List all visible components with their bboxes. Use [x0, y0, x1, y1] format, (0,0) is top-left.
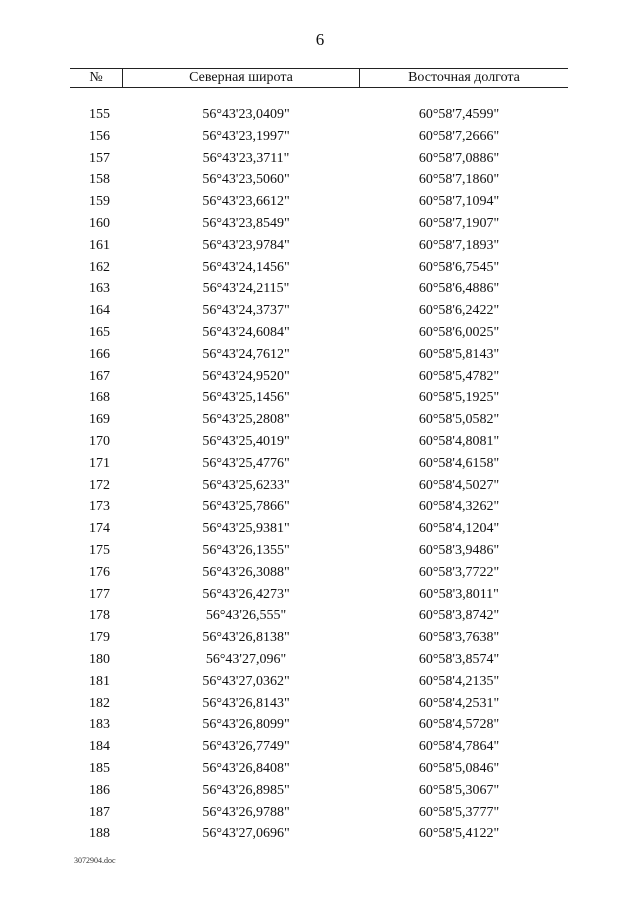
point-number: 161	[89, 237, 110, 253]
latitude-value: 56°43'24,7612"	[202, 346, 290, 362]
longitude-value: 60°58'6,0025"	[418, 324, 500, 340]
table-row	[70, 496, 568, 518]
longitude-value: 60°58'4,5728"	[418, 717, 500, 733]
point-number: 155	[89, 107, 110, 122]
longitude-value: 60°58'7,4599"	[418, 107, 500, 122]
latitude-value: 56°43'23,3711"	[202, 150, 290, 166]
longitude-value: 60°58'7,1907"	[418, 215, 500, 231]
point-number: 162	[89, 259, 110, 275]
latitude-value: 56°43'23,5060"	[202, 172, 290, 188]
latitude-value: 56°43'25,6233"	[202, 477, 290, 493]
table-row	[70, 802, 568, 824]
point-number: 157	[89, 150, 110, 166]
table-row	[70, 344, 568, 366]
point-number: 179	[89, 630, 110, 646]
point-number: 171	[89, 455, 110, 471]
table-row	[70, 148, 568, 170]
latitude-value: 56°43'25,4019"	[202, 433, 290, 449]
table-row	[70, 300, 568, 322]
longitude-value: 60°58'7,1893"	[418, 237, 500, 253]
longitude-value: 60°58'4,3262"	[418, 499, 500, 515]
latitude-value: 56°43'25,9381"	[202, 521, 290, 537]
point-number: 169	[89, 412, 110, 428]
table-row	[70, 693, 568, 715]
latitude-value: 56°43'26,555"	[205, 608, 287, 624]
longitude-value: 60°58'5,0846"	[418, 760, 500, 776]
latitude-value: 56°43'23,1997"	[202, 128, 290, 144]
table-row	[70, 387, 568, 409]
table-row	[70, 191, 568, 213]
point-number: 176	[89, 564, 110, 580]
header-bottom-rule	[70, 87, 568, 88]
latitude-value: 56°43'25,2808"	[202, 412, 290, 428]
file-name: 3072904.doc	[74, 856, 116, 865]
latitude-value: 56°43'26,1355"	[202, 542, 290, 558]
longitude-value: 60°58'4,2135"	[418, 673, 500, 689]
point-number: 181	[89, 673, 110, 689]
point-number: 188	[89, 826, 110, 842]
point-number: 183	[89, 717, 110, 733]
longitude-value: 60°58'4,1204"	[418, 521, 500, 537]
latitude-value: 56°43'25,1456"	[202, 390, 290, 406]
point-number: 172	[89, 477, 110, 493]
latitude-value: 56°43'24,2115"	[202, 281, 290, 297]
longitude-value: 60°58'3,8742"	[418, 608, 500, 624]
point-number: 166	[89, 346, 110, 362]
latitude-value: 56°43'24,6084"	[202, 324, 290, 340]
longitude-value: 60°58'5,0582"	[418, 412, 500, 428]
point-number: 163	[89, 281, 110, 297]
table-row	[70, 278, 568, 300]
point-number: 158	[89, 172, 110, 188]
latitude-value: 56°43'23,8549"	[202, 215, 290, 231]
latitude-value: 56°43'23,6612"	[202, 194, 290, 210]
point-number: 170	[89, 433, 110, 449]
longitude-value: 60°58'6,2422"	[418, 303, 500, 319]
longitude-value: 60°58'5,3777"	[418, 804, 500, 820]
latitude-value: 56°43'26,8099"	[202, 717, 290, 733]
latitude-value: 56°43'26,8985"	[202, 782, 290, 798]
table-row	[70, 453, 568, 475]
latitude-value: 56°43'27,0362"	[202, 673, 290, 689]
latitude-value: 56°43'26,7749"	[202, 739, 290, 755]
latitude-value: 56°43'24,1456"	[202, 259, 290, 275]
table-row	[70, 126, 568, 148]
table-row	[70, 104, 568, 126]
point-number: 156	[89, 128, 110, 144]
longitude-value: 60°58'6,7545"	[418, 259, 500, 275]
table-row	[70, 605, 568, 627]
table-row	[70, 758, 568, 780]
table-row	[70, 714, 568, 736]
header-longitude: Восточная долгота	[408, 70, 520, 85]
longitude-value: 60°58'7,0886"	[418, 150, 500, 166]
longitude-value: 60°58'3,8011"	[419, 586, 499, 602]
point-number: 180	[89, 651, 110, 667]
table-row	[70, 823, 568, 845]
longitude-value: 60°58'5,4782"	[418, 368, 500, 384]
latitude-value: 56°43'27,0696"	[202, 826, 290, 842]
point-number: 177	[89, 586, 110, 602]
point-number: 165	[89, 324, 110, 340]
longitude-value: 60°58'7,1860"	[418, 172, 500, 188]
table-header	[70, 68, 568, 88]
latitude-value: 56°43'26,8408"	[202, 760, 290, 776]
longitude-value: 60°58'3,7722"	[418, 564, 500, 580]
longitude-value: 60°58'4,6158"	[418, 455, 500, 471]
table-row	[70, 518, 568, 540]
longitude-value: 60°58'7,1094"	[418, 194, 500, 210]
point-number: 185	[89, 760, 110, 776]
table-row	[70, 562, 568, 584]
latitude-value: 56°43'26,4273"	[202, 586, 290, 602]
point-number: 167	[89, 368, 110, 384]
table-row	[70, 409, 568, 431]
longitude-value: 60°58'5,4122"	[418, 826, 500, 842]
longitude-value: 60°58'5,3067"	[418, 782, 500, 798]
table-row	[70, 213, 568, 235]
longitude-value: 60°58'7,2666"	[418, 128, 500, 144]
longitude-value: 60°58'3,8574"	[418, 651, 500, 667]
page-number: 6	[315, 30, 325, 49]
point-number: 174	[89, 521, 110, 537]
table-row	[70, 475, 568, 497]
longitude-value: 60°58'4,8081"	[418, 433, 500, 449]
point-number: 186	[89, 782, 110, 798]
longitude-value: 60°58'3,9486"	[418, 542, 500, 558]
table-row	[70, 627, 568, 649]
point-number: 182	[89, 695, 110, 711]
point-number: 175	[89, 542, 110, 558]
point-number: 164	[89, 303, 110, 319]
latitude-value: 56°43'23,0409"	[202, 107, 290, 122]
table-row	[70, 780, 568, 802]
point-number: 168	[89, 390, 110, 406]
table-row	[70, 322, 568, 344]
latitude-value: 56°43'25,7866"	[202, 499, 290, 515]
header-num: №	[89, 70, 103, 85]
table-row	[70, 431, 568, 453]
longitude-value: 60°58'4,5027"	[418, 477, 500, 493]
point-number: 173	[89, 499, 110, 515]
longitude-value: 60°58'5,1925"	[418, 390, 500, 406]
table-row	[70, 366, 568, 388]
longitude-value: 60°58'6,4886"	[418, 281, 500, 297]
latitude-value: 56°43'24,3737"	[202, 303, 290, 319]
table-row	[70, 736, 568, 758]
longitude-value: 60°58'5,8143"	[418, 346, 500, 362]
table-row	[70, 540, 568, 562]
latitude-value: 56°43'25,4776"	[202, 455, 290, 471]
latitude-value: 56°43'26,9788"	[202, 804, 290, 820]
table-row	[70, 235, 568, 257]
point-number: 160	[89, 215, 110, 231]
point-number: 187	[89, 804, 110, 820]
longitude-value: 60°58'4,7864"	[418, 739, 500, 755]
table-row	[70, 671, 568, 693]
longitude-value: 60°58'4,2531"	[418, 695, 500, 711]
latitude-value: 56°43'26,3088"	[202, 564, 290, 580]
point-number: 159	[89, 194, 110, 210]
latitude-value: 56°43'24,9520"	[202, 368, 290, 384]
header-latitude: Северная широта	[189, 70, 293, 85]
coordinates-table-body	[70, 104, 568, 845]
table-row	[70, 257, 568, 279]
longitude-value: 60°58'3,7638"	[418, 630, 500, 646]
point-number: 184	[89, 739, 110, 755]
latitude-value: 56°43'23,9784"	[202, 237, 290, 253]
latitude-value: 56°43'27,096"	[205, 651, 287, 667]
latitude-value: 56°43'26,8143"	[202, 695, 290, 711]
point-number: 178	[89, 608, 110, 624]
latitude-value: 56°43'26,8138"	[202, 630, 290, 646]
table-row	[70, 584, 568, 606]
table-row	[70, 169, 568, 191]
table-row	[70, 649, 568, 671]
